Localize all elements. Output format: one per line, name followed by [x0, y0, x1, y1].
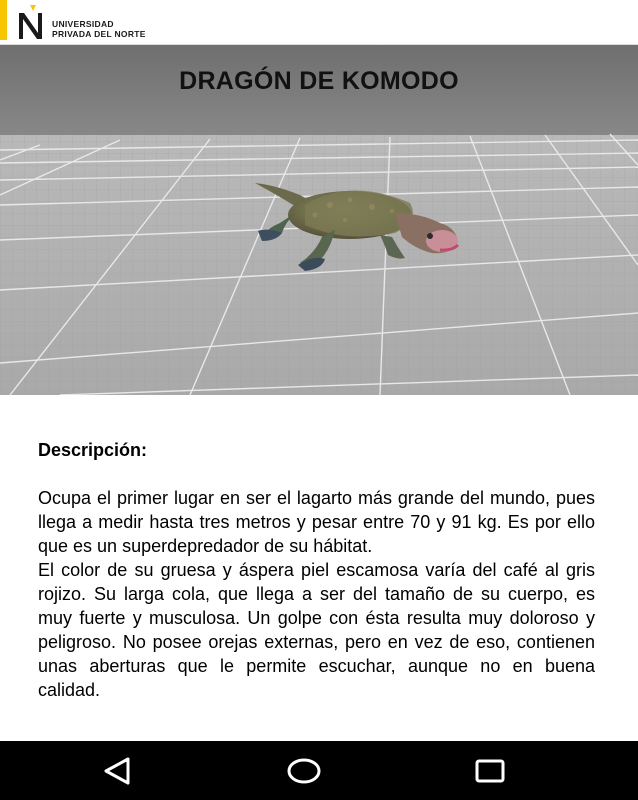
university-logo-icon — [16, 3, 46, 41]
model-viewer[interactable] — [0, 45, 638, 395]
recents-icon — [472, 753, 508, 789]
description-body — [38, 486, 595, 702]
university-name — [52, 19, 146, 39]
recents-button[interactable] — [472, 753, 508, 789]
brand-accent-bar — [0, 0, 7, 40]
back-icon — [100, 753, 136, 789]
description-paragraph: El color de su gruesa y áspera piel escamosa varía del café al gris rojizo. Su larga cola, que llega a ser del tamaño de su cuerpo, es muy fuerte y musculosa. Un golpe con ésta resulta muy doloroso y peligroso. No posee orejas externas, pero en vez de eso, contienen unas aberturas que le permite escuchar, aunque no en buena calidad. — [38, 560, 595, 700]
komodo-dragon-model — [0, 45, 638, 395]
home-icon — [286, 753, 322, 789]
app-header — [0, 0, 638, 45]
university-name-line1: UNIVERSIDAD — [52, 19, 114, 29]
model-title: DRAGÓN DE KOMODO — [179, 67, 459, 95]
android-nav-bar — [0, 741, 638, 800]
home-button[interactable] — [286, 753, 322, 789]
description-paragraph: Ocupa el primer lugar en ser el lagarto más grande del mundo, pues llega a medir hasta tres metros y pesar entre 70 y 91 kg. Es por ello que es un superdepredador de su hábitat. — [38, 488, 595, 556]
university-name-line2: PRIVADA DEL NORTE — [52, 29, 146, 39]
description-heading: Descripción: — [38, 440, 148, 460]
back-button[interactable] — [100, 753, 136, 789]
